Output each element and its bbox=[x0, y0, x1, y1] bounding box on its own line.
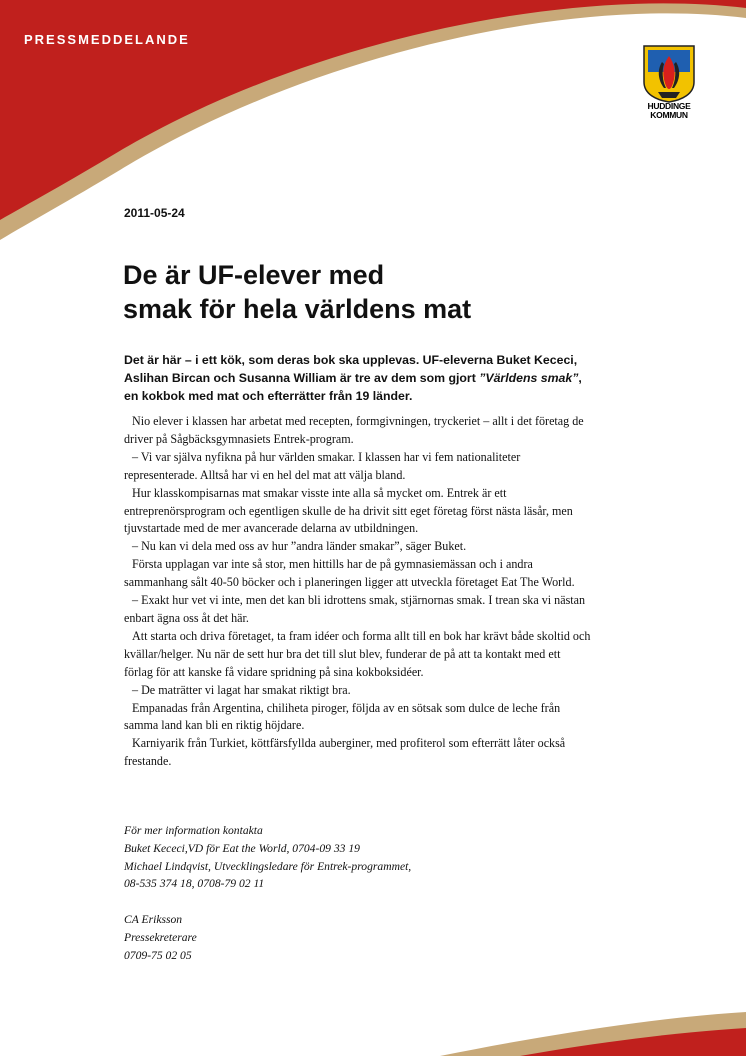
signature-title: Pressekreterare bbox=[124, 930, 197, 944]
body-paragraph: – De maträtter vi lagat har smakat riktigt bra. bbox=[132, 682, 351, 697]
lede-text-1: Det är här – i ett kök, som deras bok ska upplevas. UF-eleverna Buket Kececi, Aslihan Bircan och Susanna William är tre av dem som gjort bbox=[124, 353, 578, 385]
logo-wordmark bbox=[622, 102, 716, 120]
body-paragraph: Första upplagan var inte så stor, men hittills har de på gymnasiemässan och i andra sammanhang sålt 40-50 böcker och i planeringen ligger att utveckla företaget Eat The World. bbox=[124, 557, 575, 590]
signature-name: CA Eriksson bbox=[124, 912, 183, 926]
signature-phone: 0709-75 02 05 bbox=[124, 948, 192, 962]
release-date: 2011-05-24 bbox=[124, 206, 185, 220]
body-paragraph: Nio elever i klassen har arbetat med recepten, formgivningen, tryckeriet – allt i det företag de driver på Sågbäcksgymnasiets Entrek-program. bbox=[124, 414, 584, 446]
body-paragraph: Karniyarik från Turkiet, köttfärsfyllda auberginer, med profiterol som efterrätt låter också frestande. bbox=[124, 736, 566, 769]
lede-paragraph bbox=[124, 351, 594, 405]
body-paragraph: – Vi var själva nyfikna på hur världen smakar. I klassen har vi fem nationaliteter representerade. Alltså har vi en hel del mat att välja bland. bbox=[124, 449, 521, 482]
contact-line: Buket Kececi,VD för Eat the World, 0704-09 33 19 bbox=[124, 841, 360, 855]
headline-line-1: De är UF-elever med bbox=[123, 260, 385, 290]
body-paragraph: Hur klasskompisarnas mat smakar visste inte alla så mycket om. Entrek är ett entreprenörsprogram och egentligen skulle de ha drivit sitt eget företag först nästa läsår, men tjuvstartade med de mer avancerade delarna av utbildningen. bbox=[124, 485, 573, 536]
lede-text-2: , en kokbok med mat och efterrätter från 19 länder. bbox=[124, 371, 582, 403]
contact-line: För mer information kontakta bbox=[124, 824, 263, 837]
body-paragraph: Empanadas från Argentina, chiliheta piroger, följda av en sötsak som dulce de leche från samma land kan bli en riktig höjdare. bbox=[124, 700, 561, 733]
press-release-label: PRESSMEDDELANDE bbox=[24, 32, 190, 47]
body-paragraph: Att starta och driva företaget, ta fram idéer och forma allt till en bok har krävt både skoltid och kvällar/helger. Nu när de sett hur bra det till slut blev, funderar de på att ta kontakt med ett förlag för att kanske få vidare spridning på sina kokboksidéer. bbox=[124, 628, 591, 679]
headline-line-2: smak för hela världens mat bbox=[123, 294, 472, 324]
footer-swoosh bbox=[0, 996, 746, 1056]
body-paragraph: – Exakt hur vet vi inte, men det kan bli idrottens smak, stjärnornas smak. I trean ska vi nästan enbart ägna oss åt det här. bbox=[124, 593, 586, 625]
contact-info bbox=[124, 822, 584, 964]
logo-wordmark-line2: KOMMUN bbox=[650, 110, 688, 120]
body-paragraph: – Nu kan vi dela med oss av hur ”andra länder smakar”, säger Buket. bbox=[132, 539, 467, 554]
logo-wordmark-line1: HUDDINGE bbox=[647, 101, 691, 111]
contact-line: Michael Lindqvist, Utvecklingsledare för Entrek-programmet, bbox=[124, 859, 412, 873]
contact-line: 08-535 374 18, 0708-79 02 11 bbox=[124, 877, 265, 891]
headline bbox=[123, 258, 603, 326]
article-body bbox=[124, 413, 592, 771]
book-title: ”Världens smak” bbox=[479, 371, 579, 385]
